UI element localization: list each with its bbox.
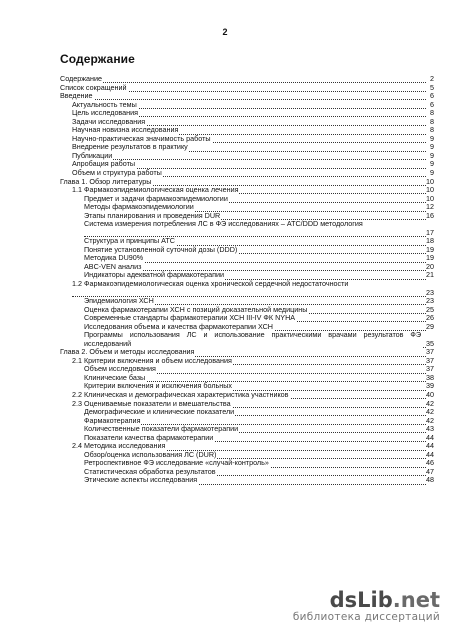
toc-entry-title: Современные стандарты фармакотерапии ХСН III-IV ФК NYHA	[84, 314, 296, 323]
toc-entry[interactable]	[60, 357, 434, 366]
toc-page-number: 42	[426, 415, 434, 425]
toc-entry[interactable]	[60, 451, 434, 460]
toc-entry[interactable]	[60, 442, 434, 451]
toc-entry-title: Демографические и клинические показатели	[84, 408, 235, 417]
toc-entry[interactable]	[60, 391, 434, 400]
toc-entry-title: 2.2 Клиническая и демографическая характеристика участников	[72, 390, 289, 399]
toc-entry-title: Обзор/оценка использования ЛС (DUR)	[84, 450, 217, 459]
toc-leader-dots	[72, 152, 426, 160]
toc-leader-dots	[84, 229, 426, 237]
watermark-logo-main: dsLib	[329, 588, 393, 612]
toc-page-number: 8	[430, 108, 434, 118]
toc-entry[interactable]	[60, 152, 434, 161]
toc-entry[interactable]	[60, 169, 434, 178]
toc-page-number: 6	[430, 99, 434, 109]
toc-entry[interactable]	[60, 178, 434, 187]
toc-entry-title: 1.1 Фармакоэпидемиологическая оценка лечения	[72, 186, 239, 195]
toc-page-number: 9	[430, 150, 434, 160]
toc-entry[interactable]	[60, 160, 434, 169]
page-title: Содержание	[60, 52, 135, 66]
toc-entry-title: Апробация работы	[72, 160, 136, 169]
toc-entry[interactable]	[60, 365, 434, 374]
toc-entry-title: Глава 2. Объем и методы исследования	[60, 348, 195, 357]
page-number: 2	[222, 27, 228, 37]
toc-page-number: 19	[426, 244, 434, 254]
toc-page-number: 9	[430, 142, 434, 152]
watermark-logo-tld: .net	[392, 588, 440, 612]
toc-entry-title: Индикаторы адекватной фармакотерапии	[84, 271, 225, 280]
toc-entry-title: Показатели качества фармакотерапии	[84, 433, 214, 442]
toc-entry-title: 2.3 Оцениваемые показатели и вмешательства	[72, 399, 231, 408]
toc-page-number: 23	[426, 287, 434, 297]
toc-entry-title: Список сокращений	[60, 83, 127, 92]
toc-entry-title: Научно-практическая значимость работы	[72, 134, 211, 143]
toc-entry-title: ABC-VEN анализ	[84, 262, 142, 271]
toc-entry[interactable]	[60, 143, 434, 152]
toc-page-number: 43	[426, 424, 434, 434]
toc-entry[interactable]	[60, 417, 434, 426]
toc-entry-title: Эпидемиология ХСН	[84, 297, 154, 306]
toc-entry-title: Методы фармакоэпидемиологии	[84, 203, 194, 212]
toc-page-number: 38	[426, 372, 434, 382]
toc-entry-title: Методика DU90%	[84, 254, 144, 263]
toc-entry[interactable]	[60, 434, 434, 443]
toc-entry[interactable]	[60, 459, 434, 468]
toc-entry-title: Система измерения потребления ЛС в ФЭ исследованиях – ATC/DDD методология	[84, 220, 422, 229]
toc-entry-title: 2.1 Критерии включения и объем исследования	[72, 356, 232, 365]
toc-entry[interactable]	[60, 348, 434, 357]
toc-entry[interactable]	[60, 212, 434, 221]
toc-entry[interactable]	[60, 135, 434, 144]
toc-entry[interactable]	[60, 195, 434, 204]
toc-entry-title: Цель исследования	[72, 109, 139, 118]
toc-entry[interactable]	[60, 468, 434, 477]
watermark-tagline: библиотека диссертаций	[292, 611, 440, 623]
toc-entry[interactable]	[60, 400, 434, 409]
toc-page-number: 12	[426, 202, 434, 212]
toc-leader-dots	[60, 75, 426, 83]
toc-leader-dots	[72, 289, 426, 297]
toc-page-number: 37	[426, 347, 434, 357]
toc-entry[interactable]	[60, 203, 434, 212]
toc-entry-title: Ретроспективное ФЭ исследование «случай-контроль»	[84, 459, 269, 468]
toc-page-number: 8	[430, 116, 434, 126]
toc-entry-title: Структура и принципы АТС	[84, 237, 175, 246]
toc-entry-title: Задачи исследования	[72, 117, 146, 126]
toc-page-number: 42	[426, 398, 434, 408]
toc-entry[interactable]	[60, 109, 434, 118]
toc-entry-title: Введение	[60, 92, 93, 101]
toc-leader-dots	[60, 92, 426, 100]
toc-entry-title: Содержание	[60, 75, 103, 83]
toc-page-number: 37	[426, 355, 434, 365]
toc-entry-title: Актуальность темы	[72, 100, 137, 109]
toc-page-number: 10	[426, 193, 434, 203]
toc-entry[interactable]	[60, 101, 434, 110]
toc-entry[interactable]	[60, 126, 434, 135]
toc-page-number: 42	[426, 407, 434, 417]
toc-entry-title: Оценка фармакотерапии ХСН с позиций доказательной медицины	[84, 305, 308, 314]
toc-page-number: 6	[430, 91, 434, 101]
toc-page-number: 40	[426, 389, 434, 399]
toc-page-number: 48	[426, 475, 434, 485]
toc-entry[interactable]	[60, 297, 434, 306]
toc-page-number: 16	[426, 210, 434, 220]
toc-entry-title: Программы использования ЛС и использование практическими врачами результатов ФЭ исследований	[84, 331, 421, 348]
toc-entry[interactable]	[60, 382, 434, 391]
toc-page-number: 39	[426, 381, 434, 391]
toc-entry-title: Количественные показатели фармакотерапии	[84, 425, 239, 434]
toc-entry-title: Объем исследования	[84, 365, 156, 374]
toc-entry-title: Внедрение результатов в практику	[72, 143, 188, 152]
toc-entry-title: Предмет и задачи фармакоэпидемиологии	[84, 194, 228, 203]
toc-entry[interactable]	[60, 220, 434, 237]
toc-entry[interactable]	[60, 271, 434, 280]
toc-page-number: 25	[426, 304, 434, 314]
toc-page-number: 17	[426, 227, 434, 237]
watermark	[293, 589, 440, 624]
toc-entry[interactable]	[60, 92, 434, 101]
toc-entry-title: Этапы планирования и проведения DUR	[84, 211, 221, 220]
toc-page-number: 10	[426, 176, 434, 186]
toc-entry[interactable]	[60, 254, 434, 263]
toc-entry-title: Статистическая обработка результатов	[84, 467, 216, 476]
toc-page-number: 23	[426, 296, 434, 306]
toc-page-number: 8	[430, 125, 434, 135]
toc-page-number: 44	[426, 432, 434, 442]
toc-page-number: 26	[426, 313, 434, 323]
toc-entry[interactable]	[60, 425, 434, 434]
toc-entry[interactable]	[60, 306, 434, 315]
toc-page-number: 19	[426, 253, 434, 263]
toc-page-number: 37	[426, 364, 434, 374]
toc-page-number: 9	[430, 168, 434, 178]
toc-entry[interactable]	[60, 280, 434, 297]
toc-page-number: 10	[426, 185, 434, 195]
toc-entry-title: 2.4 Методика исследования	[72, 442, 166, 451]
toc-entry[interactable]	[60, 246, 434, 255]
toc-page-number: 44	[426, 441, 434, 451]
toc-entry[interactable]	[60, 476, 434, 485]
toc-page-number: 47	[426, 466, 434, 476]
toc-entry-title: Объем и структура работы	[72, 169, 162, 178]
toc-entry[interactable]	[60, 263, 434, 272]
toc-entry-title: Этические аспекты исследования	[84, 476, 198, 485]
toc-entry-title: Фармакотерапия	[84, 416, 141, 425]
table-of-contents	[60, 75, 434, 485]
toc-page-number: 29	[426, 321, 434, 331]
toc-entry[interactable]	[60, 323, 434, 332]
toc-page-number: 21	[426, 270, 434, 280]
toc-page-number: 18	[426, 236, 434, 246]
toc-page-number: 20	[426, 261, 434, 271]
toc-page-number: 9	[430, 133, 434, 143]
toc-entry[interactable]	[60, 84, 434, 93]
toc-page-number: 5	[430, 82, 434, 92]
toc-entry-title: Публикации	[72, 151, 113, 160]
toc-page-number: 35	[426, 338, 434, 348]
toc-entry[interactable]	[60, 314, 434, 323]
toc-entry[interactable]	[60, 75, 434, 84]
toc-entry-title: Исследования объема и качества фармакотерапии ХСН	[84, 322, 273, 331]
toc-entry-title: Научная новизна исследования	[72, 126, 179, 135]
toc-page-number: 9	[430, 159, 434, 169]
toc-entry[interactable]	[60, 186, 434, 195]
toc-entry-title: 1.2 Фармакоэпидемиологическая оценка хронической сердечной недостаточности	[72, 280, 422, 289]
toc-entry[interactable]	[60, 374, 434, 383]
toc-entry-title: Клинические базы	[84, 373, 146, 382]
toc-entry[interactable]	[60, 118, 434, 127]
toc-entry[interactable]	[60, 331, 434, 348]
toc-entry[interactable]	[60, 408, 434, 417]
toc-page-number: 46	[426, 458, 434, 468]
toc-page-number: 44	[426, 449, 434, 459]
toc-entry-title: Критерии включения и исключения больных	[84, 382, 233, 391]
toc-entry-title: Понятие установленной суточной дозы (DDD)	[84, 245, 238, 254]
watermark-logo	[293, 589, 440, 611]
toc-entry[interactable]	[60, 237, 434, 246]
toc-page-number: 2	[430, 74, 434, 83]
toc-entry-title: Глава 1. Обзор литературы	[60, 177, 152, 186]
